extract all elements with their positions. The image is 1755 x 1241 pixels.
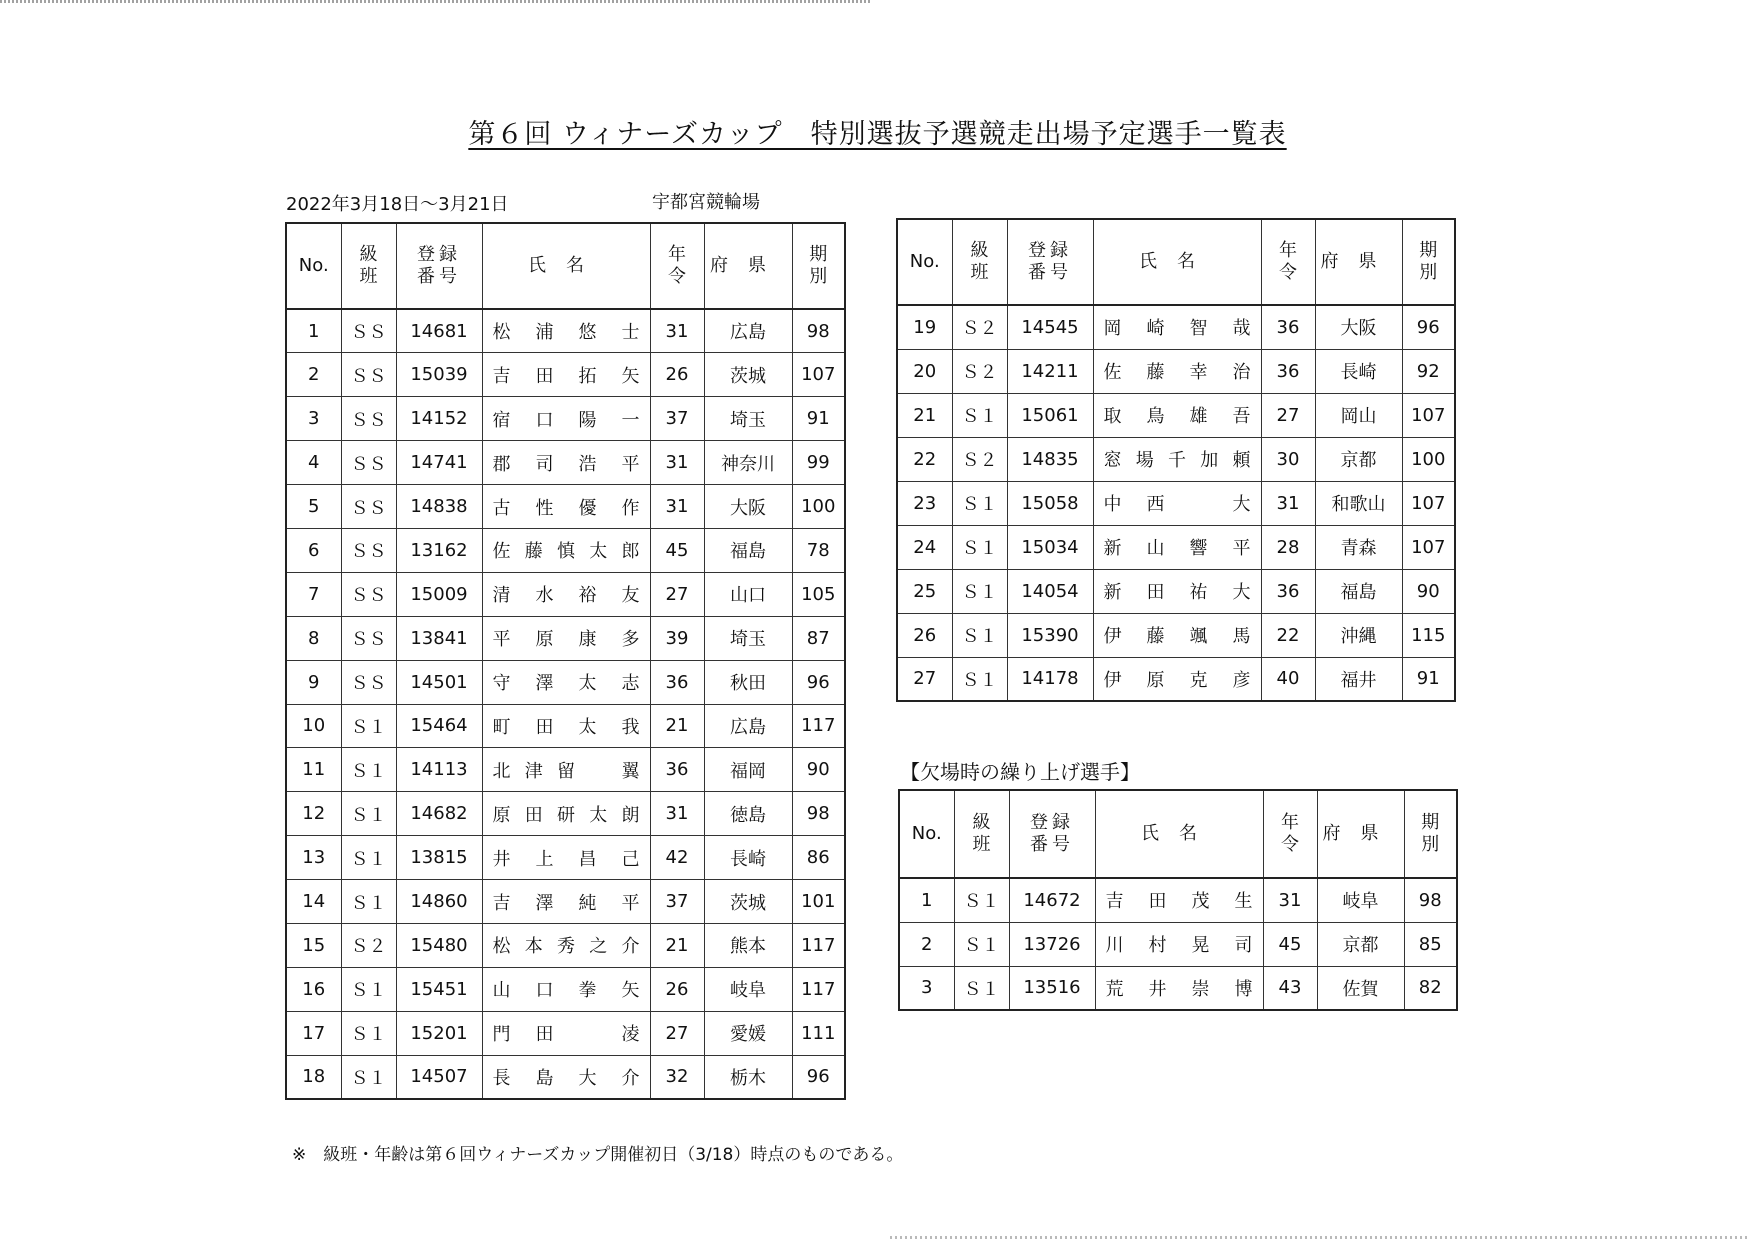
cell-pref: 広島 <box>704 704 792 748</box>
main-roster-body <box>286 309 845 1099</box>
cell-age: 36 <box>1261 349 1315 393</box>
cell-reg-no: 14860 <box>396 880 482 924</box>
cell-no: 2 <box>286 353 341 397</box>
cell-pref: 茨城 <box>704 353 792 397</box>
cell-term: 90 <box>792 748 845 792</box>
cell-age: 27 <box>650 572 704 616</box>
cell-reg-no: 15451 <box>396 967 482 1011</box>
cell-class: Ｓ１ <box>952 393 1007 437</box>
table-row <box>286 880 845 924</box>
cell-reg-no: 13162 <box>396 528 482 572</box>
table-row <box>286 309 845 353</box>
header-class <box>341 223 396 309</box>
table-row <box>286 967 845 1011</box>
cell-class: Ｓ２ <box>952 349 1007 393</box>
cell-reg-no: 15480 <box>396 923 482 967</box>
cell-age: 22 <box>1261 613 1315 657</box>
header-age <box>1263 790 1317 878</box>
cell-class: ＳＳ <box>341 616 396 660</box>
cell-age: 31 <box>1261 481 1315 525</box>
cell-no: 8 <box>286 616 341 660</box>
scan-edge-top <box>0 0 870 3</box>
cell-name: 佐藤幸治 <box>1093 349 1261 393</box>
cell-reg-no: 15058 <box>1007 481 1093 525</box>
header-class <box>954 790 1009 878</box>
cell-class: ＳＳ <box>341 397 396 441</box>
header-term <box>1402 219 1455 305</box>
cell-class: Ｓ１ <box>952 525 1007 569</box>
cell-name: 荒井崇博 <box>1095 966 1263 1010</box>
cell-term: 98 <box>792 309 845 353</box>
cell-pref: 福井 <box>1315 657 1402 701</box>
cell-age: 45 <box>650 528 704 572</box>
table-row <box>897 481 1455 525</box>
cell-reg-no: 13815 <box>396 836 482 880</box>
header-no: No. <box>286 223 341 309</box>
header-reg-no <box>396 223 482 309</box>
cell-pref: 佐賀 <box>1317 966 1404 1010</box>
header-pref: 府県 <box>1317 790 1404 878</box>
cell-term: 101 <box>792 880 845 924</box>
cell-pref: 埼玉 <box>704 397 792 441</box>
cell-no: 24 <box>897 525 952 569</box>
cell-term: 96 <box>792 1055 845 1099</box>
cell-no: 19 <box>897 305 952 349</box>
header-no: No. <box>899 790 954 878</box>
cell-term: 91 <box>1402 657 1455 701</box>
cell-pref: 岐阜 <box>704 967 792 1011</box>
cell-age: 37 <box>650 397 704 441</box>
header-term-text: 期 別 <box>1421 812 1440 855</box>
header-reg-no-text: 登録 番号 <box>1030 812 1074 855</box>
header-no: No. <box>897 219 952 305</box>
cell-term: 111 <box>792 1011 845 1055</box>
table-row <box>897 657 1455 701</box>
table-row <box>286 441 845 485</box>
cell-class: Ｓ２ <box>952 305 1007 349</box>
cell-pref: 岡山 <box>1315 393 1402 437</box>
cell-name: 吉澤純平 <box>482 880 650 924</box>
cell-pref: 福岡 <box>704 748 792 792</box>
cell-reg-no: 14545 <box>1007 305 1093 349</box>
cell-pref: 徳島 <box>704 792 792 836</box>
table-row <box>286 1055 845 1099</box>
table-row <box>897 437 1455 481</box>
main-roster-table <box>285 222 846 1100</box>
cell-reg-no: 15034 <box>1007 525 1093 569</box>
cell-no: 16 <box>286 967 341 1011</box>
cell-age: 31 <box>650 485 704 529</box>
header-term <box>1404 790 1457 878</box>
cell-term: 78 <box>792 528 845 572</box>
cell-reg-no: 14672 <box>1009 878 1095 922</box>
cell-class: Ｓ２ <box>341 923 396 967</box>
cell-reg-no: 14501 <box>396 660 482 704</box>
cell-no: 3 <box>899 966 954 1010</box>
cell-reg-no: 15061 <box>1007 393 1093 437</box>
header-term <box>792 223 845 309</box>
cell-name: 松本秀之介 <box>482 923 650 967</box>
table-row <box>286 616 845 660</box>
cell-reg-no: 14681 <box>396 309 482 353</box>
table-row <box>286 923 845 967</box>
header-class-text: 級 班 <box>970 240 989 283</box>
cell-name: 取鳥雄吾 <box>1093 393 1261 437</box>
header-age <box>1261 219 1315 305</box>
cell-class: ＳＳ <box>341 572 396 616</box>
cell-name: 町田太我 <box>482 704 650 748</box>
cell-reg-no: 15464 <box>396 704 482 748</box>
cell-name: 吉田拓矢 <box>482 353 650 397</box>
cell-no: 9 <box>286 660 341 704</box>
cell-term: 98 <box>1404 878 1457 922</box>
cell-pref: 長崎 <box>1315 349 1402 393</box>
cell-term: 99 <box>792 441 845 485</box>
header-class-text: 級 班 <box>359 244 378 287</box>
cell-class: Ｓ１ <box>341 836 396 880</box>
cell-pref: 京都 <box>1315 437 1402 481</box>
cell-no: 27 <box>897 657 952 701</box>
cell-no: 3 <box>286 397 341 441</box>
cell-age: 39 <box>650 616 704 660</box>
cell-age: 21 <box>650 923 704 967</box>
header-age-text: 年 令 <box>668 244 686 287</box>
cell-reg-no: 14682 <box>396 792 482 836</box>
cell-name: 門田 凌 <box>482 1011 650 1055</box>
cell-no: 25 <box>897 569 952 613</box>
cell-reg-no: 15009 <box>396 572 482 616</box>
cell-no: 21 <box>897 393 952 437</box>
cell-age: 40 <box>1261 657 1315 701</box>
cell-age: 37 <box>650 880 704 924</box>
cell-class: ＳＳ <box>341 441 396 485</box>
cell-reg-no: 14113 <box>396 748 482 792</box>
cell-no: 1 <box>899 878 954 922</box>
table-header-row <box>897 219 1455 305</box>
header-name: 氏名 <box>1095 790 1263 878</box>
cell-class: Ｓ１ <box>952 657 1007 701</box>
cell-term: 117 <box>792 704 845 748</box>
cell-term: 96 <box>1402 305 1455 349</box>
cell-class: Ｓ１ <box>952 613 1007 657</box>
table-row <box>286 836 845 880</box>
cell-pref: 茨城 <box>704 880 792 924</box>
cell-term: 85 <box>1404 922 1457 966</box>
table-row <box>286 792 845 836</box>
cell-class: Ｓ１ <box>341 880 396 924</box>
cell-reg-no: 14211 <box>1007 349 1093 393</box>
cell-term: 107 <box>1402 481 1455 525</box>
cell-class: Ｓ１ <box>954 878 1009 922</box>
table-header-row <box>286 223 845 309</box>
cell-name: 郡司浩平 <box>482 441 650 485</box>
cell-no: 14 <box>286 880 341 924</box>
table-header-row <box>899 790 1457 878</box>
cell-pref: 愛媛 <box>704 1011 792 1055</box>
table-row <box>286 660 845 704</box>
cell-no: 1 <box>286 309 341 353</box>
cell-class: Ｓ１ <box>341 967 396 1011</box>
cell-no: 20 <box>897 349 952 393</box>
cell-class: Ｓ２ <box>952 437 1007 481</box>
reserve-roster-table <box>898 789 1458 1011</box>
cell-age: 42 <box>650 836 704 880</box>
cell-pref: 福島 <box>704 528 792 572</box>
cell-no: 12 <box>286 792 341 836</box>
cell-class: ＳＳ <box>341 353 396 397</box>
cell-no: 5 <box>286 485 341 529</box>
cell-reg-no: 15390 <box>1007 613 1093 657</box>
cell-reg-no: 14054 <box>1007 569 1093 613</box>
cell-class: ＳＳ <box>341 660 396 704</box>
cell-age: 31 <box>1263 878 1317 922</box>
footnote: ※ 級班・年齢は第６回ウィナーズカップ開催初日（3/18）時点のものである。 <box>292 1145 904 1165</box>
cell-pref: 京都 <box>1317 922 1404 966</box>
cell-term: 92 <box>1402 349 1455 393</box>
cell-class: Ｓ１ <box>952 569 1007 613</box>
cell-age: 43 <box>1263 966 1317 1010</box>
table-row <box>286 485 845 529</box>
cell-pref: 熊本 <box>704 923 792 967</box>
cell-age: 36 <box>1261 305 1315 349</box>
cell-class: Ｓ１ <box>954 922 1009 966</box>
cell-age: 31 <box>650 441 704 485</box>
reserve-roster-body <box>899 878 1457 1010</box>
cell-pref: 和歌山 <box>1315 481 1402 525</box>
header-reg-no-text: 登録 番号 <box>1028 240 1072 283</box>
header-name: 氏名 <box>482 223 650 309</box>
cell-name: 古性優作 <box>482 485 650 529</box>
header-name: 氏名 <box>1093 219 1261 305</box>
cell-reg-no: 14835 <box>1007 437 1093 481</box>
header-class-text: 級 班 <box>972 812 991 855</box>
cell-reg-no: 14507 <box>396 1055 482 1099</box>
second-roster-body <box>897 305 1455 701</box>
cell-name: 佐藤慎太郎 <box>482 528 650 572</box>
cell-class: Ｓ１ <box>341 704 396 748</box>
cell-reg-no: 15039 <box>396 353 482 397</box>
table-row <box>897 569 1455 613</box>
table-row <box>899 878 1457 922</box>
cell-age: 21 <box>650 704 704 748</box>
cell-reg-no: 14838 <box>396 485 482 529</box>
cell-class: Ｓ１ <box>341 792 396 836</box>
cell-reg-no: 13726 <box>1009 922 1095 966</box>
date-range: 2022年3月18日～3月21日 <box>286 194 509 215</box>
cell-class: ＳＳ <box>341 485 396 529</box>
cell-term: 107 <box>1402 525 1455 569</box>
cell-pref: 福島 <box>1315 569 1402 613</box>
cell-age: 32 <box>650 1055 704 1099</box>
header-age-text: 年 令 <box>1281 812 1299 855</box>
table-row <box>897 613 1455 657</box>
cell-class: Ｓ１ <box>341 748 396 792</box>
cell-term: 82 <box>1404 966 1457 1010</box>
header-reg-no <box>1009 790 1095 878</box>
table-row <box>286 1011 845 1055</box>
cell-no: 4 <box>286 441 341 485</box>
cell-class: Ｓ１ <box>952 481 1007 525</box>
cell-age: 45 <box>1263 922 1317 966</box>
cell-term: 117 <box>792 967 845 1011</box>
cell-term: 107 <box>1402 393 1455 437</box>
cell-name: 川村晃司 <box>1095 922 1263 966</box>
cell-no: 2 <box>899 922 954 966</box>
header-pref: 府県 <box>1315 219 1402 305</box>
cell-no: 18 <box>286 1055 341 1099</box>
cell-name: 松浦悠士 <box>482 309 650 353</box>
cell-name: 原田研太朗 <box>482 792 650 836</box>
cell-age: 27 <box>650 1011 704 1055</box>
reserve-heading: 【欠場時の繰り上げ選手】 <box>900 760 1140 784</box>
cell-term: 90 <box>1402 569 1455 613</box>
cell-pref: 長崎 <box>704 836 792 880</box>
cell-term: 91 <box>792 397 845 441</box>
cell-pref: 神奈川 <box>704 441 792 485</box>
cell-no: 10 <box>286 704 341 748</box>
cell-pref: 栃木 <box>704 1055 792 1099</box>
cell-age: 31 <box>650 792 704 836</box>
cell-no: 7 <box>286 572 341 616</box>
cell-class: ＳＳ <box>341 528 396 572</box>
cell-age: 36 <box>650 660 704 704</box>
cell-pref: 広島 <box>704 309 792 353</box>
cell-name: 窓場千加頼 <box>1093 437 1261 481</box>
table-row <box>897 349 1455 393</box>
cell-class: Ｓ１ <box>341 1055 396 1099</box>
cell-name: 岡崎智哉 <box>1093 305 1261 349</box>
cell-no: 23 <box>897 481 952 525</box>
header-class <box>952 219 1007 305</box>
cell-name: 平原康多 <box>482 616 650 660</box>
cell-name: 伊原克彦 <box>1093 657 1261 701</box>
cell-term: 86 <box>792 836 845 880</box>
table-row <box>286 748 845 792</box>
cell-pref: 大阪 <box>704 485 792 529</box>
cell-name: 山口拳矢 <box>482 967 650 1011</box>
header-pref: 府県 <box>704 223 792 309</box>
cell-term: 105 <box>792 572 845 616</box>
scan-edge-bottom <box>890 1236 1750 1239</box>
cell-term: 100 <box>1402 437 1455 481</box>
cell-no: 17 <box>286 1011 341 1055</box>
cell-age: 30 <box>1261 437 1315 481</box>
document-title: 第６回 ウィナーズカップ 特別選抜予選競走出場予定選手一覧表 <box>468 119 1287 150</box>
header-term-text: 期 別 <box>1419 240 1438 283</box>
cell-class: ＳＳ <box>341 309 396 353</box>
venue: 宇都宮競輪場 <box>652 192 760 213</box>
cell-no: 22 <box>897 437 952 481</box>
cell-class: Ｓ１ <box>954 966 1009 1010</box>
table-row <box>897 393 1455 437</box>
cell-age: 28 <box>1261 525 1315 569</box>
table-row <box>286 572 845 616</box>
table-row <box>286 528 845 572</box>
table-row <box>897 305 1455 349</box>
cell-pref: 沖縄 <box>1315 613 1402 657</box>
second-roster-table <box>896 218 1456 702</box>
cell-name: 北津留 翼 <box>482 748 650 792</box>
cell-reg-no: 14741 <box>396 441 482 485</box>
cell-reg-no: 13841 <box>396 616 482 660</box>
cell-age: 36 <box>1261 569 1315 613</box>
cell-name: 長島大介 <box>482 1055 650 1099</box>
cell-reg-no: 15201 <box>396 1011 482 1055</box>
cell-class: Ｓ１ <box>341 1011 396 1055</box>
cell-age: 26 <box>650 353 704 397</box>
cell-no: 11 <box>286 748 341 792</box>
cell-term: 115 <box>1402 613 1455 657</box>
cell-age: 36 <box>650 748 704 792</box>
table-row <box>897 525 1455 569</box>
cell-pref: 岐阜 <box>1317 878 1404 922</box>
cell-term: 107 <box>792 353 845 397</box>
cell-term: 87 <box>792 616 845 660</box>
table-row <box>286 353 845 397</box>
cell-pref: 埼玉 <box>704 616 792 660</box>
cell-name: 中西 大 <box>1093 481 1261 525</box>
cell-age: 26 <box>650 967 704 1011</box>
header-reg-no-text: 登録 番号 <box>417 244 461 287</box>
cell-no: 6 <box>286 528 341 572</box>
cell-pref: 大阪 <box>1315 305 1402 349</box>
cell-no: 15 <box>286 923 341 967</box>
cell-reg-no: 14178 <box>1007 657 1093 701</box>
cell-no: 13 <box>286 836 341 880</box>
header-age-text: 年 令 <box>1279 240 1297 283</box>
cell-name: 新山響平 <box>1093 525 1261 569</box>
cell-name: 守澤太志 <box>482 660 650 704</box>
cell-name: 宿口陽一 <box>482 397 650 441</box>
cell-no: 26 <box>897 613 952 657</box>
cell-age: 27 <box>1261 393 1315 437</box>
table-row <box>899 922 1457 966</box>
cell-name: 伊藤颯馬 <box>1093 613 1261 657</box>
cell-term: 98 <box>792 792 845 836</box>
cell-name: 吉田茂生 <box>1095 878 1263 922</box>
header-term-text: 期 別 <box>809 244 828 287</box>
cell-term: 100 <box>792 485 845 529</box>
table-row <box>286 397 845 441</box>
cell-name: 清水裕友 <box>482 572 650 616</box>
cell-term: 117 <box>792 923 845 967</box>
cell-reg-no: 14152 <box>396 397 482 441</box>
cell-pref: 山口 <box>704 572 792 616</box>
cell-pref: 青森 <box>1315 525 1402 569</box>
cell-term: 96 <box>792 660 845 704</box>
cell-age: 31 <box>650 309 704 353</box>
table-row <box>286 704 845 748</box>
header-age <box>650 223 704 309</box>
cell-reg-no: 13516 <box>1009 966 1095 1010</box>
table-row <box>899 966 1457 1010</box>
cell-name: 井上昌己 <box>482 836 650 880</box>
cell-name: 新田祐大 <box>1093 569 1261 613</box>
header-reg-no <box>1007 219 1093 305</box>
cell-pref: 秋田 <box>704 660 792 704</box>
